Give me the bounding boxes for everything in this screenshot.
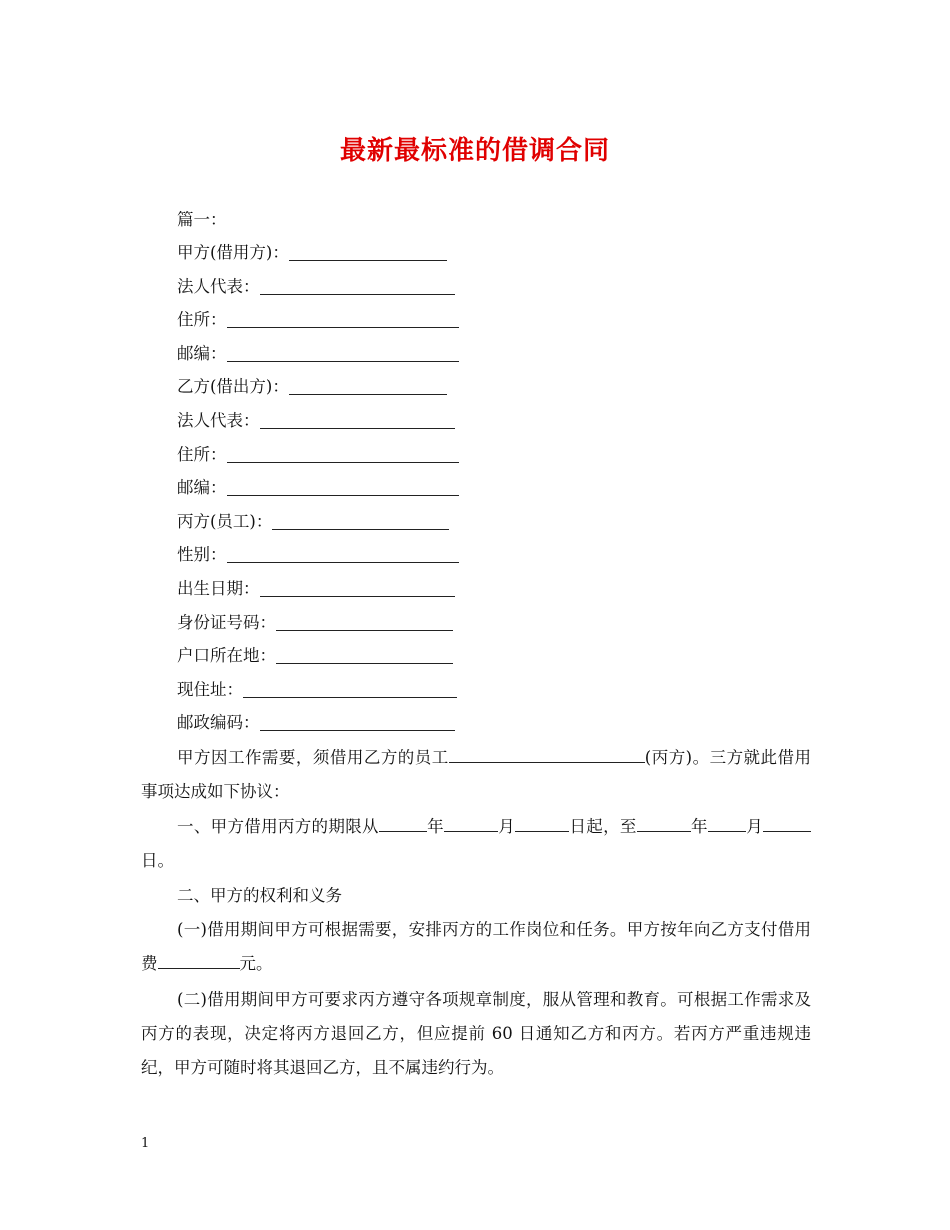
paragraph-intro <box>141 741 811 809</box>
field-blank-line <box>289 241 447 261</box>
end-day-blank <box>763 812 811 832</box>
field-row <box>177 342 477 376</box>
field-label: 住所： <box>177 444 227 464</box>
field-row <box>177 241 477 275</box>
field-blank-line <box>227 543 459 563</box>
end-year-blank <box>637 812 691 832</box>
field-label: 出生日期： <box>177 578 260 598</box>
paragraph-term <box>141 810 811 878</box>
day-label: 日。 <box>141 851 174 870</box>
field-blank-line <box>289 375 447 395</box>
term-text: 一、甲方借用丙方的期限从 <box>177 817 379 836</box>
field-row <box>177 510 477 544</box>
end-month-blank <box>708 812 746 832</box>
field-label: 乙方(借出方)： <box>177 377 289 397</box>
employee-name-blank <box>449 743 645 763</box>
day-label: 日起，至 <box>569 817 637 836</box>
field-label: 性别： <box>177 545 227 565</box>
field-blank-line <box>227 443 459 463</box>
field-row <box>177 275 477 309</box>
paragraph-clause-2: (二)借用期间甲方可要求丙方遵守各项规章制度，服从管理和教育。可根据工作需求及丙方的表现，决定将丙方退回乙方，但应提前 60 日通知乙方和丙方。若丙方严重违规违纪，甲方可随时将其退回乙方，且不属违约行为。 <box>141 990 811 1077</box>
field-blank-line <box>260 409 455 429</box>
month-label: 月 <box>745 817 764 836</box>
field-blank-line <box>276 644 453 664</box>
field-blank-line <box>260 577 455 597</box>
field-row <box>177 443 477 477</box>
field-label: 丙方(员工)： <box>177 511 273 531</box>
heading-rights-duties: 二、甲方的权利和义务 <box>177 886 342 905</box>
section-label: 篇一： <box>177 210 227 229</box>
fee-blank <box>158 949 240 969</box>
month-label: 月 <box>497 817 516 836</box>
field-blank-line <box>227 476 459 496</box>
page-number: 1 <box>141 1136 150 1151</box>
field-label: 甲方(借用方)： <box>177 243 289 262</box>
field-label: 邮编： <box>177 478 227 498</box>
start-day-blank <box>515 812 569 832</box>
party-info-fields <box>177 241 477 745</box>
field-row <box>177 476 477 510</box>
field-label: 现住址： <box>177 679 243 699</box>
field-blank-line <box>260 275 455 295</box>
field-label: 身份证号码： <box>177 612 276 632</box>
field-label: 住所： <box>177 310 227 330</box>
clause-1-text: (一)借用期间甲方可根据需要，安排丙方的工作岗位和任务。甲方按年向乙方支付借用费 <box>141 920 811 973</box>
field-blank-line <box>260 711 455 731</box>
field-row <box>177 543 477 577</box>
field-row <box>177 409 477 443</box>
field-label: 邮政编码： <box>177 713 260 733</box>
field-row <box>177 644 477 678</box>
year-label: 年 <box>426 817 444 836</box>
field-blank-line <box>227 308 459 328</box>
start-month-blank <box>444 812 498 832</box>
intro-text: 甲方因工作需要，须借用乙方的员工 <box>177 748 449 767</box>
paragraph-clause-1 <box>141 913 811 981</box>
intro-text-end: (丙方)。三方就此借用事项达成如下协议： <box>141 748 812 801</box>
field-label: 户口所在地： <box>177 646 276 666</box>
field-label: 法人代表： <box>177 276 260 296</box>
field-row <box>177 611 477 645</box>
field-blank-line <box>227 342 459 362</box>
field-row <box>177 678 477 712</box>
document-title: 最新最标准的借调合同 <box>339 136 610 166</box>
field-label: 法人代表： <box>177 410 260 430</box>
start-year-blank <box>379 812 427 832</box>
clause-1-end: 元。 <box>239 954 273 973</box>
year-label: 年 <box>690 817 708 836</box>
field-row <box>177 375 477 409</box>
field-label: 邮编： <box>177 343 227 363</box>
field-row <box>177 577 477 611</box>
field-row <box>177 711 477 745</box>
field-blank-line <box>276 611 453 631</box>
field-blank-line <box>243 678 457 698</box>
field-blank-line <box>272 510 449 530</box>
field-row <box>177 308 477 342</box>
